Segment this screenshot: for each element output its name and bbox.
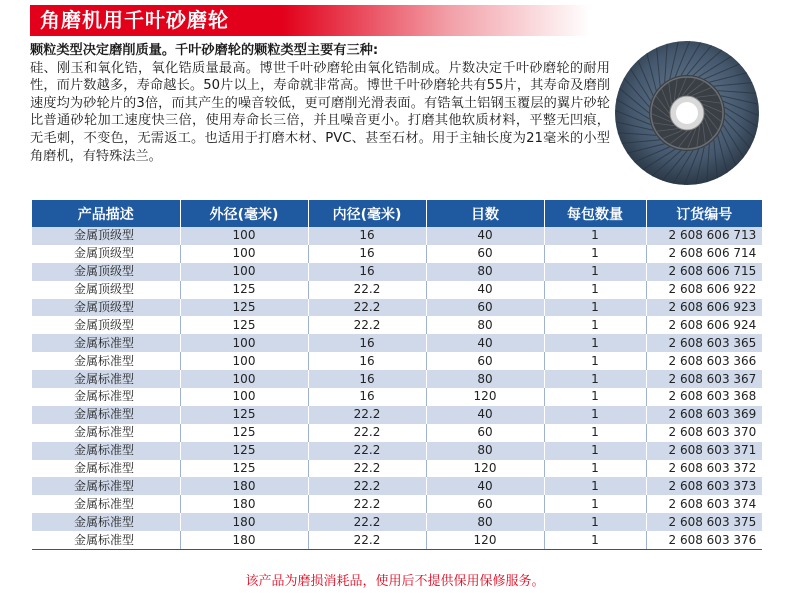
- table-cell: 1: [544, 370, 646, 388]
- table-cell: 2 608 603 367: [646, 370, 762, 388]
- column-header: 订货编号: [646, 200, 762, 227]
- table-cell: 16: [308, 263, 426, 281]
- table-cell: 40: [426, 406, 544, 424]
- table-cell: 金属顶级型: [32, 227, 180, 245]
- table-cell: 1: [544, 281, 646, 299]
- table-cell: 40: [426, 477, 544, 495]
- table-cell: 100: [180, 352, 308, 370]
- table-cell: 金属顶级型: [32, 316, 180, 334]
- table-cell: 2 608 603 373: [646, 477, 762, 495]
- table-cell: 40: [426, 281, 544, 299]
- table-cell: 金属顶级型: [32, 245, 180, 263]
- table-cell: 1: [544, 531, 646, 549]
- table-cell: 16: [308, 370, 426, 388]
- table-cell: 金属标准型: [32, 406, 180, 424]
- column-header: 内径(毫米): [308, 200, 426, 227]
- table-row: [32, 263, 762, 281]
- table-row: [32, 370, 762, 388]
- table-cell: 金属标准型: [32, 424, 180, 442]
- table-cell: 180: [180, 531, 308, 549]
- table-row: [32, 281, 762, 299]
- table-cell: 180: [180, 477, 308, 495]
- table-cell: 100: [180, 388, 308, 406]
- table-cell: 100: [180, 370, 308, 388]
- page-title: 角磨机用千叶砂磨轮: [40, 8, 229, 32]
- title-banner: [30, 5, 590, 36]
- table-cell: 1: [544, 316, 646, 334]
- table-row: [32, 388, 762, 406]
- table-cell: 金属标准型: [32, 513, 180, 531]
- table-cell: 1: [544, 406, 646, 424]
- intro-text: [30, 42, 610, 165]
- table-row: [32, 531, 762, 549]
- table-cell: 125: [180, 406, 308, 424]
- table-cell: 金属标准型: [32, 477, 180, 495]
- table-cell: 80: [426, 442, 544, 460]
- table-cell: 金属标准型: [32, 495, 180, 513]
- table-row: [32, 513, 762, 531]
- table-row: [32, 442, 762, 460]
- column-header: 目数: [426, 200, 544, 227]
- product-table: [32, 200, 762, 550]
- table-cell: 2 608 606 923: [646, 299, 762, 317]
- table-cell: 2 608 603 368: [646, 388, 762, 406]
- table-cell: 80: [426, 370, 544, 388]
- footer-note: 该产品为磨损消耗品，使用后不提供保用保修服务。: [245, 574, 545, 589]
- table-cell: 180: [180, 513, 308, 531]
- table-cell: 100: [180, 263, 308, 281]
- table-cell: 2 608 603 375: [646, 513, 762, 531]
- table-cell: 1: [544, 388, 646, 406]
- table-row: [32, 477, 762, 495]
- table-cell: 80: [426, 316, 544, 334]
- table-cell: 22.2: [308, 460, 426, 478]
- table-cell: 金属顶级型: [32, 281, 180, 299]
- column-header: 每包数量: [544, 200, 646, 227]
- table-header-row: [32, 200, 762, 227]
- table-cell: 1: [544, 245, 646, 263]
- table-cell: 2 608 603 374: [646, 495, 762, 513]
- table-cell: 2 608 606 713: [646, 227, 762, 245]
- table-cell: 16: [308, 334, 426, 352]
- table-cell: 125: [180, 299, 308, 317]
- table-cell: 金属标准型: [32, 442, 180, 460]
- table-cell: 1: [544, 460, 646, 478]
- table-cell: 1: [544, 495, 646, 513]
- table-cell: 金属标准型: [32, 388, 180, 406]
- table-cell: 120: [426, 531, 544, 549]
- column-header: 外径(毫米): [180, 200, 308, 227]
- table-cell: 1: [544, 352, 646, 370]
- table-cell: 金属标准型: [32, 531, 180, 549]
- table-cell: 22.2: [308, 424, 426, 442]
- table-cell: 180: [180, 495, 308, 513]
- table-cell: 22.2: [308, 531, 426, 549]
- table-cell: 100: [180, 227, 308, 245]
- table-cell: 1: [544, 442, 646, 460]
- table-cell: 2 608 603 371: [646, 442, 762, 460]
- table-cell: 16: [308, 388, 426, 406]
- table-cell: 2 608 606 924: [646, 316, 762, 334]
- table-cell: 金属标准型: [32, 370, 180, 388]
- table-cell: 16: [308, 352, 426, 370]
- column-header: 产品描述: [32, 200, 180, 227]
- flap-disc-image: [614, 40, 760, 186]
- table-cell: 1: [544, 263, 646, 281]
- table-cell: 120: [426, 388, 544, 406]
- table-row: [32, 495, 762, 513]
- table-cell: 1: [544, 334, 646, 352]
- table-cell: 1: [544, 513, 646, 531]
- table-cell: 125: [180, 460, 308, 478]
- table-cell: 1: [544, 424, 646, 442]
- table-cell: 金属标准型: [32, 352, 180, 370]
- table-cell: 16: [308, 227, 426, 245]
- table-cell: 2 608 603 366: [646, 352, 762, 370]
- table-cell: 2 608 606 714: [646, 245, 762, 263]
- table-cell: 22.2: [308, 442, 426, 460]
- table-cell: 22.2: [308, 406, 426, 424]
- table-cell: 125: [180, 442, 308, 460]
- table-cell: 60: [426, 245, 544, 263]
- table-cell: 80: [426, 513, 544, 531]
- table-cell: 2 608 603 376: [646, 531, 762, 549]
- table-row: [32, 352, 762, 370]
- table-cell: 金属标准型: [32, 334, 180, 352]
- table-cell: 22.2: [308, 316, 426, 334]
- table-cell: 40: [426, 334, 544, 352]
- table-row: [32, 227, 762, 245]
- table-row: [32, 299, 762, 317]
- table-row: [32, 406, 762, 424]
- table-cell: 125: [180, 281, 308, 299]
- table-cell: 125: [180, 424, 308, 442]
- table-cell: 22.2: [308, 477, 426, 495]
- table-cell: 16: [308, 245, 426, 263]
- table-row: [32, 245, 762, 263]
- table-cell: 2 608 606 922: [646, 281, 762, 299]
- table-cell: 1: [544, 299, 646, 317]
- table-cell: 22.2: [308, 495, 426, 513]
- table-row: [32, 424, 762, 442]
- table-cell: 2 608 603 370: [646, 424, 762, 442]
- table-cell: 1: [544, 477, 646, 495]
- table-cell: 金属顶级型: [32, 299, 180, 317]
- table-cell: 2 608 603 372: [646, 460, 762, 478]
- table-cell: 40: [426, 227, 544, 245]
- table-cell: 1: [544, 227, 646, 245]
- table-cell: 60: [426, 352, 544, 370]
- table-cell: 22.2: [308, 513, 426, 531]
- intro-lead: 颗粒类型决定磨削质量。千叶砂磨轮的颗粒类型主要有三种:: [30, 43, 379, 58]
- table-row: [32, 334, 762, 352]
- table-cell: 2 608 603 365: [646, 334, 762, 352]
- table-cell: 100: [180, 245, 308, 263]
- table-cell: 60: [426, 424, 544, 442]
- table-row: [32, 316, 762, 334]
- table-cell: 100: [180, 334, 308, 352]
- table-row: [32, 460, 762, 478]
- table-cell: 22.2: [308, 281, 426, 299]
- table-cell: 金属顶级型: [32, 263, 180, 281]
- table-cell: 金属标准型: [32, 460, 180, 478]
- table-cell: 60: [426, 299, 544, 317]
- table-cell: 80: [426, 263, 544, 281]
- intro-body: 硅、刚玉和氧化锆，氧化锆质量最高。博世千叶砂磨轮由氧化锆制成。片数决定千叶砂磨轮的耐用性，而片数越多，寿命越长。50片以上，寿命就非常高。博世千叶砂磨轮共有55片，其寿命及磨削速度均为砂轮片的3倍，而其产生的噪音较低，更可磨削光滑表面。有锆氧土铝钢玉覆层的翼片砂轮比普通砂轮加工速度快三倍，使用寿命长三倍，并且噪音更小。打磨其他软质材料，平整无凹痕，无毛刺，不变色，无需返工。也适用于打磨木材、PVC、甚至石材。用于主轴长度为21毫米的小型角磨机，有特殊法兰。: [30, 60, 610, 164]
- table-cell: 22.2: [308, 299, 426, 317]
- table-cell: 2 608 603 369: [646, 406, 762, 424]
- table-cell: 125: [180, 316, 308, 334]
- table-cell: 2 608 606 715: [646, 263, 762, 281]
- table-cell: 120: [426, 460, 544, 478]
- table-cell: 60: [426, 495, 544, 513]
